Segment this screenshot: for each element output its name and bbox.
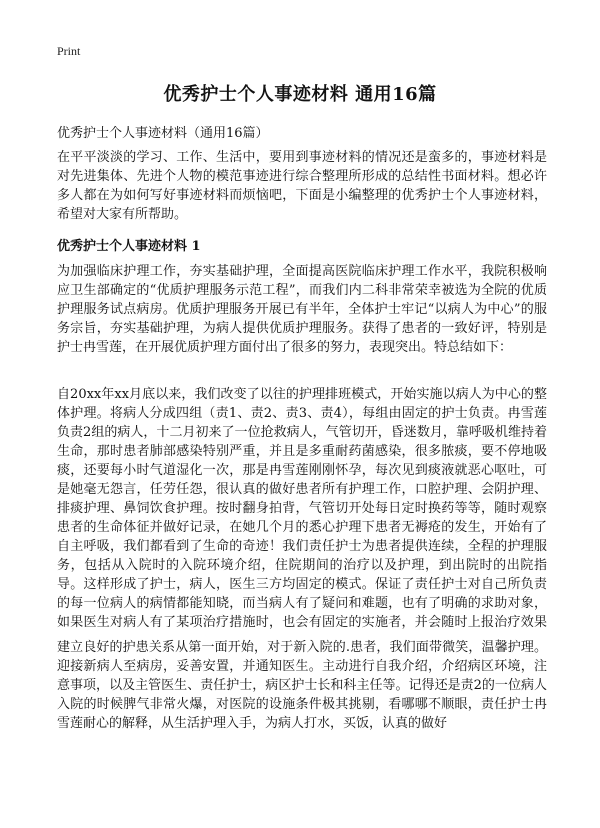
section-heading: 优秀护士个人事迹材料 1 (57, 239, 201, 254)
page-title: 优秀护士个人事迹材料 通用16篇 (163, 84, 437, 105)
body-paragraph-3: 建立良好的护患关系从第一面开始，对于新入院的.患者，我们面带微笑，温馨护理。迎接新病人至病房，妥善安置，并通知医生。主动进行自我介绍，介绍病区环境，注意事项，以及主管医生、责任护士，病区护士长和科主任等。记得还是责2的一位病人入院的时候脾气非常火爆，对医院的设施条件极其挑剔，看哪哪不顺眼，责任护士冉雪莲耐心的解释，从生活护理入手，为病人打水，买饭，认真的做好 (57, 640, 547, 731)
intro-paragraph: 在平平淡淡的学习、工作、生活中，要用到事迹材料的情况还是蛮多的，事迹材料是对先进集体、先进个人物的模范事迹进行综合整理所形成的总结性书面材料。想必许多人都在为如何写好事迹材料而烦恼吧，下面是小编整理的优秀护士个人事迹材料，希望对大家有所帮助。 (57, 150, 547, 222)
body-paragraph-1: 为加强临床护理工作，夯实基础护理，全面提高医院临床护理工作水平，我院积极响应卫生部确定的“优质护理服务示范工程”，而我们内二科非常荣幸被选为全院的优质护理服务试点病房。优质护理服务开展已有半年，全体护士牢记“以病人为中心”的服务宗旨，夯实基础护理，为病人提供优质护理服务。获得了患者的一致好评，特别是护士冉雪莲，在开展优质护理方面付出了很多的努力，表现突出。特总结如下： (57, 264, 547, 355)
print-link[interactable]: Print (57, 44, 81, 58)
body-paragraph-2: 自20xx年xx月底以来，我们改变了以往的护理排班模式，开始实施以病人为中心的整体护理。将病人分成四组（责1、责2、责3、责4），每组由固定的护士负责。冉雪莲负责2组的病人，十二月初来了一位抢救病人，气管切开，昏迷数月，靠呼吸机维持着生命，那时患者肺部感染特别严重，并且是多重耐药菌感染，很多脓痰，要不停地吸痰，还要每小时气道湿化一次，那是冉雪莲刚刚怀孕，每次见到痰液就恶心呕吐，可是她毫无怨言，任劳任怨，很认真的做好患者所有护理工作，口腔护理、会阴护理、排痰护理、鼻饲饮食护理。按时翻身拍背，气管切开处每日定时换药等等，随时观察患者的生命体征并做好记录，在她几个月的悉心护理下患者无褥疮的发生，开始有了自主呼吸，我们都看到了生命的奇迹！我们责任护士为患者提供连续，全程的护理服务，包括从入院时的入院环境介绍，住院期间的治疗以及护理，到出院时的出院指导。这样形成了护士，病人，医生三方均固定的模式。保证了责任护士对自己所负责的每一位病人的病情都能知晓，而当病人有了疑问和难题，也有了明确的求助对象，如果医生对病人有了某项治疗措施时，也会有固定的实施者，并会随时上报治疗效果 (57, 387, 547, 630)
document-subtitle: 优秀护士个人事迹材料（通用16篇） (57, 126, 269, 141)
